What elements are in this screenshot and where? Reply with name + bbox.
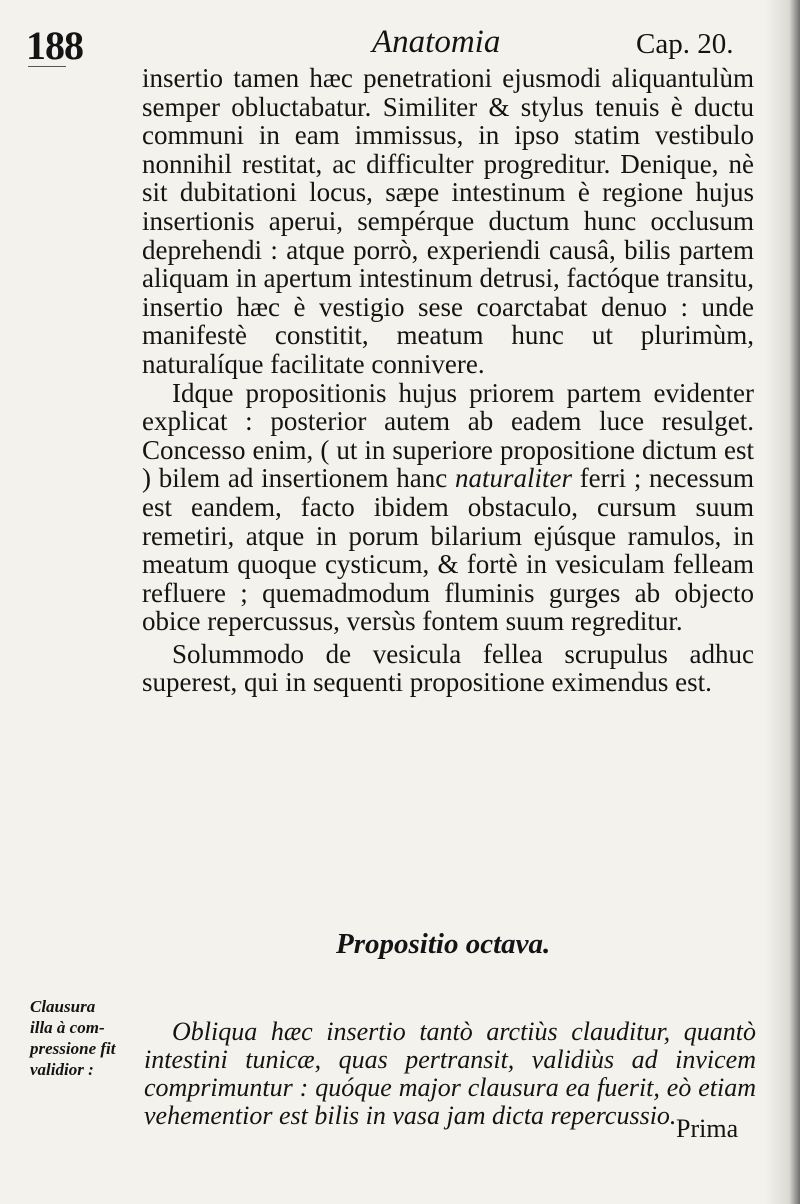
marginal-note-line: validior : <box>30 1060 94 1079</box>
page-number: 188 <box>26 23 83 68</box>
running-title: Anatomia <box>372 24 501 60</box>
marginal-note-line: illa à com- <box>30 1018 105 1037</box>
paragraph-idque-before: Idque propositionis hujus priorem partem evidenter explicat : posterior autem ab eadem luce resulget. Concesso enim, ( ut in superiore propositione dictum est ) bilem ad insertionem hanc <box>142 377 754 494</box>
marginal-note-line: pressione fit <box>30 1039 116 1058</box>
paragraph-solummodo: Solummodo de vesicula fellea scrupulus adhuc superest, qui in sequenti propositione eximendus est. <box>142 638 754 698</box>
paragraph-continued: insertio tamen hæc penetrationi ejusmodi aliquantulùm semper obluctabatur. Similiter & stylus tenuis è ductu communi in eam immissus, in ipso statim vestibulo nonnihil restitat, ac difficulter progreditur. Denique, nè sit dubitationi locus, sæpe intestinum è regione hujus insertionis aperui, sempérque ductum hunc occlusum deprehendi : atque porrò, experiendi causâ, bilis partem aliquam in apertum intestinum detrusi, factóque transitu, insertio hæc è vestigio sese coarctabat denuo : unde manifestè constitit, meatum hunc ut plurimùm, naturalíque facilitate connivere. <box>142 63 754 379</box>
proposition-text: Obliqua hæc insertio tantò arctiùs clauditur, quantò intestini tunicæ, quas pertransit, validiùs ad invicem comprimuntur : quóque major clausura ea fuerit, eò etiam vehementior est bilis in vasa jam dicta repercussio. <box>144 1017 756 1130</box>
marginal-note-line: Clausura <box>30 997 96 1016</box>
running-head <box>0 18 800 68</box>
emphasis-naturaliter: naturaliter <box>454 463 572 494</box>
body-text <box>142 64 754 697</box>
catchword: Prima <box>676 1114 739 1143</box>
paragraph-idque <box>142 379 754 636</box>
chapter-label: Cap. 20. <box>636 28 734 60</box>
section-heading: Propositio octava. <box>336 928 551 960</box>
head-rule <box>28 66 66 67</box>
marginal-note <box>30 996 138 1080</box>
page-edge-shadow <box>764 0 800 1204</box>
paragraph-idque-after: ferri ; necessum est eandem, facto ibidem obstaculo, cursum suum remetiri, atque in porum bilarium ejúsque ramulos, in meatum quoque cysticum, & fortè in vesiculam felleam refluere ; quemadmodum fluminis gurges ab objecto obice repercussus, versùs fontem suum regreditur. <box>142 463 755 637</box>
